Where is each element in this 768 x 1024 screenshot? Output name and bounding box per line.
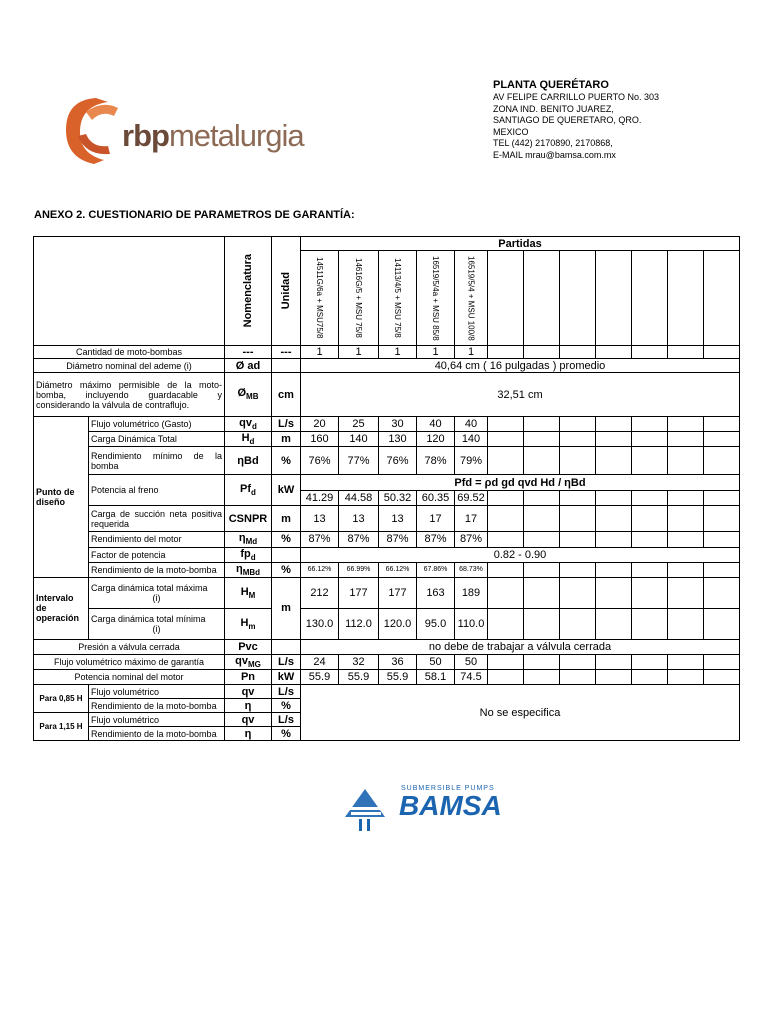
address-line: AV FELIPE CARRILLO PUERTO No. 303 (493, 92, 660, 102)
power-formula: Pfd = ρd gd qvd Hd / ηBd (301, 475, 740, 491)
partida-code: 16519/5/4a + MSU 85/8 (417, 251, 455, 346)
address-line: E-MAIL mrau@bamsa.com.mx (493, 149, 616, 160)
partida-code: 14511G/6a + MSU75/8 (301, 251, 339, 346)
plant-name: PLANTA QUERÉTARO (493, 79, 609, 91)
svg-text:BAMSA: BAMSA (399, 790, 502, 821)
partida-code: 16519/5/4 + MSU 100/8 (455, 251, 488, 346)
partidas-header: Partidas (301, 237, 740, 251)
annex-title: ANEXO 2. CUESTIONARIO DE PARAMETROS DE GARANTÍA: (34, 209, 355, 221)
header-blank (34, 237, 225, 346)
address-line: MEXICO (493, 126, 529, 137)
bamsa-logo-icon (343, 775, 523, 835)
address-block (493, 78, 659, 161)
no-especifica: No se especifica (301, 685, 740, 741)
partida-code: 14113/4/5 + MSU 75/8 (379, 251, 417, 346)
nomenclatura-header: Nomenclatura (225, 237, 272, 346)
partida-code: 14616G/5 + MSU 75/8 (339, 251, 379, 346)
logo-text: rbpmetalurgia (122, 118, 304, 153)
svg-text:SUBMERSIBLE PUMPS: SUBMERSIBLE PUMPS (401, 785, 495, 792)
guarantee-table: Nomenclatura Unidad Partidas 14511G/6a + MSU75/8 14616G/5 + MSU 75/8 14113/4/5 + MSU 75/8 16519/5/4a + MSU 85/8 16519/5/4 + MSU 100/8 Cantidad de moto-bombas --- --- 1 1 1 1 1 Diámetro nominal del ademe (i) Ø ad 40,64 cm ( 16 pulgadas ) promedio Diámetro máximo permisible de la moto-bomba, incluyendo guardacable y considerando la válvula de contraflujo. $Ø_{MB}$ cm 32,51 cm Punto de diseño Flujo volumétrico (Gasto) $qv_d$ L/s 20 25 30 40 40 Carga Dinámica Total $H_d$ m 160 140 130 120 140 Rendimiento mínimo de la bomba ηBd % 76% 77% 76% 78% 79% Potencia al freno $Pf_d$ kW Pfd = ρd gd qvd Hd / ηBd 41.29 44.58 50.32 60.35 69.52 Carga de succión neta positiva requerida CSNPR m 13 13 13 17 17 Rendimiento del motor $\eta_{Md}$ % 87% 87% 87% 87% 87% Factor de potencia $fp_d$ 0.82 - 0.90 Rendimiento de la moto-bomba $\eta_{MBd}$ % 66.12% 66.99% 66.12% 67.86% 68.73% Intervalo de operación Carga dinámica total máxima (i) $H_M$ m 212 177 177 163 189 Carga dinámica total mínima (i) $H_m$ 130.0 112.0 120.0 95.0 110.0 Presión a válvula cerrada Pvc no debe de trabajar a válvula cerrada Flujo volumétrico máximo de garantía $qv_{MG}$ L/s 24 32 36 50 50 Potencia nominal del motor Pn kW 55.9 55.9 55.9 58.1 74.5 Para 0,85 H Flujo volumétrico qv L/s No se especifica Rendimiento de la moto-bomba η % Para 1,15 H Flujo volumétrico qv L/s Rendimiento de la moto-bomba η % (33, 236, 740, 741)
address-line: TEL (442) 2170890, 2170868, (493, 138, 613, 148)
intervalo-label: Intervalo de operación (34, 577, 89, 639)
address-line: SANTIAGO DE QUERETARO, QRO. (493, 115, 642, 125)
unidad-header: Unidad (272, 237, 301, 346)
address-line: ZONA IND. BENITO JUAREZ, (493, 103, 614, 114)
punto-diseno-label: Punto de diseño (34, 417, 89, 578)
row-label: Cantidad de moto-bombas (34, 346, 225, 359)
